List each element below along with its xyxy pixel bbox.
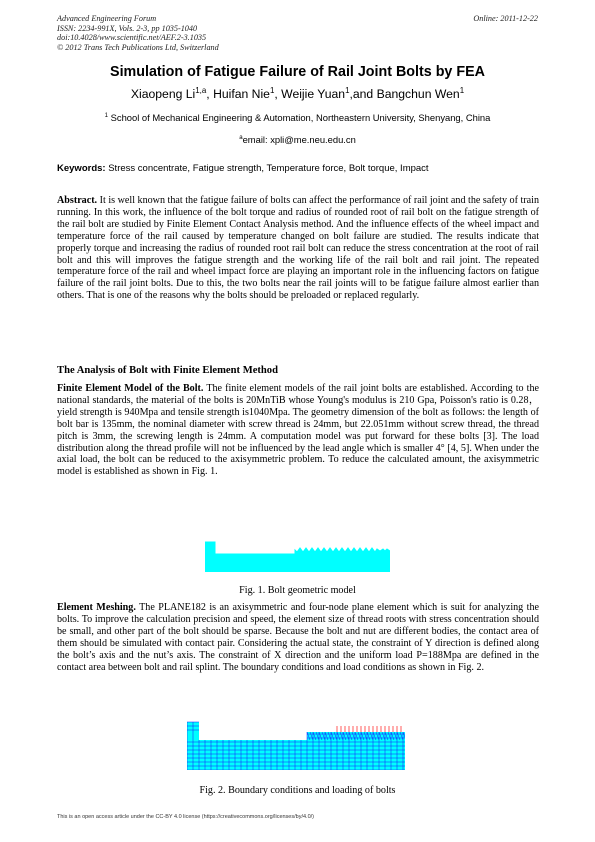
author: Huifan Nie [213,87,270,101]
fe-model-text: The finite element models of the rail joint bolts are established. According to the national standards, the material of the bolts is 20MnTiB whose Young's modulus is 210 Gpa, Poisson's ratio is 0.28，yield strength is 940Mpa and tensile strength is1040Mpa. The geometry dimension of the bolt as follows: the length of bolt bar is 135mm, the nominal diameter with screw thread is 24mm, but 22.051mm without screw thread, the thread pitch is 3mm, the screwing length is 24mm. A computation model was put forward for these bolts [3]. The load distribution along the thread profile will not be influenced by the lead angle which is smaller 4° [4, 5]. When under the axial load, the bolt can be reduced to the axisymmetric problem. To reduce the calculated amount, the axisymmetric model is established as shown in Fig. 1. [57,383,540,478]
load-markers [337,726,401,732]
journal-name: Advanced Engineering Forum [57,14,157,23]
boundary-conditions-figure [187,718,405,770]
paper-title: Simulation of Fatigue Failure of Rail Joint Bolts by FEA [110,64,485,80]
author-separator: ,and [349,87,377,101]
affiliation-text: School of Mechanical Engineering & Automation, Northeastern University, Shenyang, China [110,112,491,123]
keywords-text: Stress concentrate, Fatigue strength, Temperature force, Bolt torque, Impact [108,163,429,174]
author: Xiaopeng Li [130,87,196,101]
affiliation [0,112,595,123]
keywords [57,163,539,174]
issn-line: ISSN: 2234-991X, Vols. 2-3, pp 1035-1040 [57,23,198,33]
author-separator: , [206,87,214,101]
affiliation-sup: 1 [104,111,109,119]
abstract-label: Abstract. [57,195,98,206]
author: Weijie Yuan [281,87,346,101]
author-sup: 1 [345,85,350,95]
author-sup: 1 [269,85,275,95]
fe-model-label: Finite Element Model of the Bolt. [57,383,204,394]
abstract-text: It is well known that the fatigue failure of bolts can affect the performance of rail joint and the safety of train running. In this work, the influence of the bolt torque and radius of rounded root of rail bolt on the fatigue strength of the rail bolt are studied by Finite Element Contact Analysis method. And the influence effects of the wheel impact and temperature force of the rail caused by temperature changed on bolt failure are studied. The results indicate that properly torque and increasing the radius of rounded root rail bolt can reduce the stress concentration at the root of rail bolt and this will improves the fatigue strength and the working life of the rail bolt and rail joint. The repeated temperature force of the rail and wheel impact force are playing an important role in the influencing factors on fatigue failure of the rail joint bolts. Due to this, the two bolts near the rail joints will to be fatigue failure almost earlier than others. That is one of the reasons why the bolts should be preloaded or replaced regularly. [57,195,539,302]
doi-line: doi:10.4028/www.scientific.net/AEF.2-3.1035 [57,33,207,42]
email-sup: a [239,133,243,141]
copyright-line: © 2012 Trans Tech Publications Ltd, Switzerland [57,42,219,52]
bolt-shape [205,542,390,572]
author-list [0,87,595,101]
author: Bangchun Wen [376,87,460,101]
abstract [57,195,539,302]
fe-model-paragraph [57,383,539,478]
author-sup: 1 [459,85,465,95]
email-text: email: xpli@me.neu.edu.cn [242,134,356,145]
email [0,134,595,145]
element-meshing-text: The PLANE182 is an axisymmetric and four-node plane element which is suit for analyzing the bolts. To improve the calculation precision and speed, the element size of thread roots with stress concentration should be small, and other part of the bolt should be sparse. Because the bolt and nut are different bodies, the contact area of them should be simulated with contact pair. Considering the actual state, the constraint of Y direction is defined along the bolt’s axis and the nut’s axis. The constraint of X direction and the uniform load P=188Mpa are defined in the contact area between bolt and rail splint. The boundary conditions and load conditions as shown in Fig. 2. [57,602,539,673]
bolt-geometry-figure [205,536,390,572]
element-meshing-label: Element Meshing. [57,602,136,613]
element-meshing-paragraph [57,602,539,673]
section-heading: The Analysis of Bolt with Finite Element Method [57,365,278,376]
online-date: Online: 2011-12-22 [473,14,538,23]
keywords-label: Keywords: [57,163,106,174]
author-sup: 1,a [195,85,207,95]
fig2-caption: Fig. 2. Boundary conditions and loading of bolts [199,785,396,796]
license-footer: This is an open access article under the CC-BY 4.0 license (https://creativecommons.org/licenses/by/4.0/) [57,814,314,820]
fig1-caption: Fig. 1. Bolt geometric model [239,585,356,596]
author-separator: , [274,87,282,101]
journal-header [57,14,219,52]
